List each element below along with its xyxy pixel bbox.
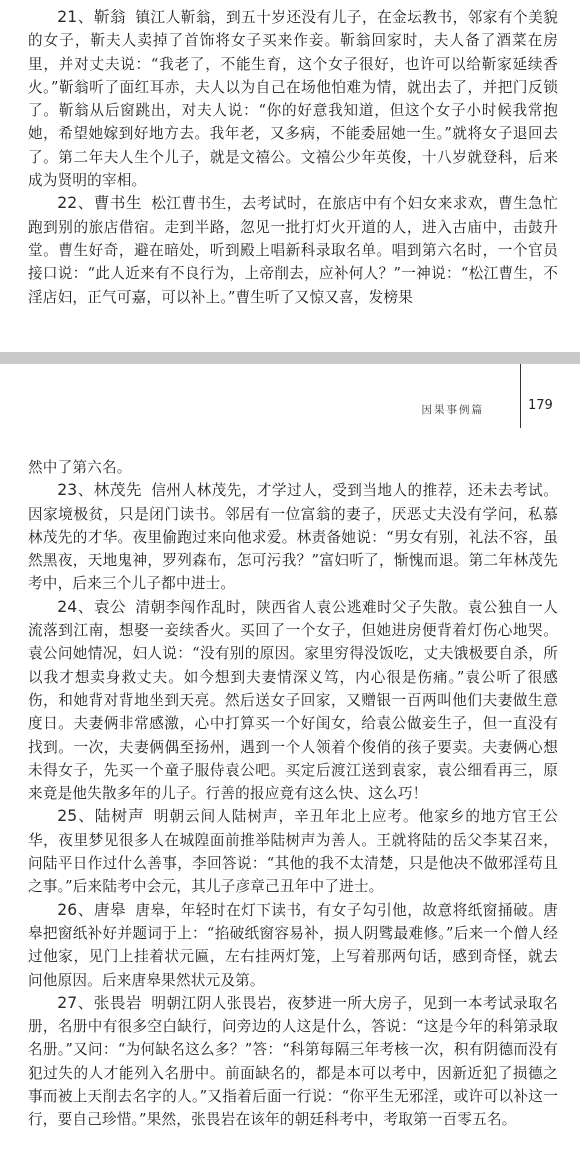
page-separator	[0, 352, 580, 364]
story-body: 清朝李闯作乱时，陕西省人袁公逃难时父子失散。袁公独自一人流落到江南，想娶一妾续香火。买回了一个女子，但她进房便背着灯伤心地哭。袁公问她情况，妇人说：“没有别的原因。家里穷得没饭吃，丈夫饿极要自杀，所以我才想卖身救丈夫。如今想到夫妻情深义笃，内心很是伤痛。”袁公听了很感伤，和她背对背地坐到天亮。然后送女子回家，又赠银一百两叫他们夫妻做生意度日。夫妻俩非常感激，心中打算买一个好闺女，给袁公做妾生子，但一直没有找到。一次，夫妻俩偶至扬州，遇到一个人领着个俊俏的孩子要卖。夫妻俩心想未得女子，先买一个童子服侍袁公吧。买定后渡江送到袁家，袁公细看再三，原来竟是他失散多年的儿子。行善的报应竟有这么快、这么巧！	[28, 598, 558, 803]
story-heading-22	[57, 194, 142, 212]
story-name: 袁公	[93, 597, 127, 616]
story-number: 27、	[57, 993, 94, 1012]
story-body: 松江曹书生，去考试时，在旅店中有个妇女来求欢，曹生急忙跑到别的旅店借宿。走到半路，忽见一批打灯火开道的人，进入古庙中，击鼓升堂。曹生好奇，避在暗处，听到殿上唱新科录取名单。唱到第六名时，一个官员接口说：“此人近来有不良行为，上帝削去，应补何人？”一神说：“松江曹生，不淫店妇，正气可嘉，可以补上。”曹生听了又惊又喜，发榜果	[28, 195, 558, 306]
book-page-179	[0, 364, 580, 1155]
running-header: 因果事例篇	[421, 404, 484, 416]
story-body: 信州人林茂先，才学过人，受到当地人的推荐，还未去考试。因家境极贫，只是闭门读书。邻居有一位富翁的妻子，厌恶丈夫没有学问，私慕林茂先的才华。夜里偷跑过来向他求爱。林责备她说：“男女有别，礼法不容，虽然黑夜，天地鬼神，罗列森布，怎可污我？”富妇听了，惭愧而退。第二年林茂先考中，后来三个儿子都中进士。	[28, 482, 558, 593]
story-heading-24	[57, 598, 126, 616]
story-heading-26	[57, 901, 126, 919]
story-paragraph-27	[28, 992, 558, 1132]
lower-page-text	[28, 456, 558, 1132]
story-body: 明朝江阴人张畏岩，夜梦进一所大房子，见到一本考试录取名册，名册中有很多空白缺行，问旁边的人这是什么，答说：“这是今年的科第录取名册。”又问：“为何缺名这么多？”答：“科第每隔三年考核一次，积有阴德而没有犯过失的人才能列入名册中。前面缺名的，都是本可以考中，因新近犯了损德之事而被上天削去名字的人。”又指着后面一行说：“你平生无邪淫，或许可以补这一行，要自己珍惜。”果然，张畏岩在该年的朝廷科考中，考取第一百零五名。	[28, 994, 558, 1129]
story-body: 唐皋，年轻时在灯下读书，有女子勾引他，故意将纸窗捅破。唐皋把窗纸补好并题词于上：“掐破纸窗容易补，损人阴骘最难修。”后来一个僧人经过他家，见门上挂着状元匾，左右挂两灯笼，上写着那两句话，感到奇怪，就去问他原因。后来唐皋果然状元及第。	[28, 901, 558, 989]
story-paragraph-21	[28, 6, 558, 192]
story-name: 陆树声	[94, 807, 145, 826]
continuation-line: 然中了第六名。	[28, 459, 132, 476]
story-paragraph-24	[28, 596, 558, 806]
story-body: 镇江人靳翁，到五十岁还没有儿子，在金坛教书，邻家有个美貌的女子，靳夫人卖掉了首饰将女子买来作妾。靳翁回家时，夫人备了酒菜在房里，并对丈夫说：“我老了，不能生育，这个女子很好，也许可以给靳家延续香火。”靳翁听了面红耳赤，夫人以为自己在场他怕难为情，就出去了，并把门反锁了。靳翁从后窗跳出，对夫人说：“你的好意我知道，但这个女子小时候我常抱她，希望她嫁到好地方去。我年老，又多病，不能委屈她一生。”就将女子退回去了。第二年夫人生个儿子，就是文禧公。文禧公少年英俊，十八岁就登科，后来成为贤明的宰相。	[28, 9, 558, 190]
story-heading-27	[57, 994, 142, 1012]
story-number: 21、	[57, 8, 94, 26]
story-paragraph-25	[28, 805, 558, 898]
book-page-upper	[0, 0, 580, 352]
story-paragraph-23	[28, 479, 558, 595]
story-body: 明朝云间人陆树声，辛丑年北上应考。他家乡的地方官王公华，夜里梦见很多人在城隍面前推举陆树声为善人。王就将陆的岳父李某召来，问陆平日作过什么善事，李回答说：“其他的我不太清楚，只是他决不做邪淫苟且之事。”后来陆考中会元，其儿子彦章己丑年中了进士。	[28, 808, 559, 896]
page-number: 179	[528, 398, 553, 413]
story-paragraph-26	[28, 899, 558, 992]
story-paragraph-22	[28, 192, 558, 308]
story-number: 26、	[57, 900, 94, 919]
story-name: 张畏岩	[93, 993, 142, 1012]
story-heading-21	[57, 8, 126, 26]
story-number: 23、	[57, 481, 94, 500]
header-divider	[520, 364, 521, 428]
story-number: 24、	[57, 597, 94, 616]
story-heading-23	[57, 481, 142, 499]
story-name: 林茂先	[93, 481, 142, 500]
story-name: 靳翁	[93, 8, 127, 26]
upper-page-text	[28, 6, 558, 309]
story-name: 曹书生	[93, 194, 142, 213]
story-heading-25	[57, 807, 144, 825]
story-name: 唐皋	[93, 900, 127, 919]
story-number: 22、	[57, 194, 94, 213]
story-number: 25、	[57, 807, 95, 826]
